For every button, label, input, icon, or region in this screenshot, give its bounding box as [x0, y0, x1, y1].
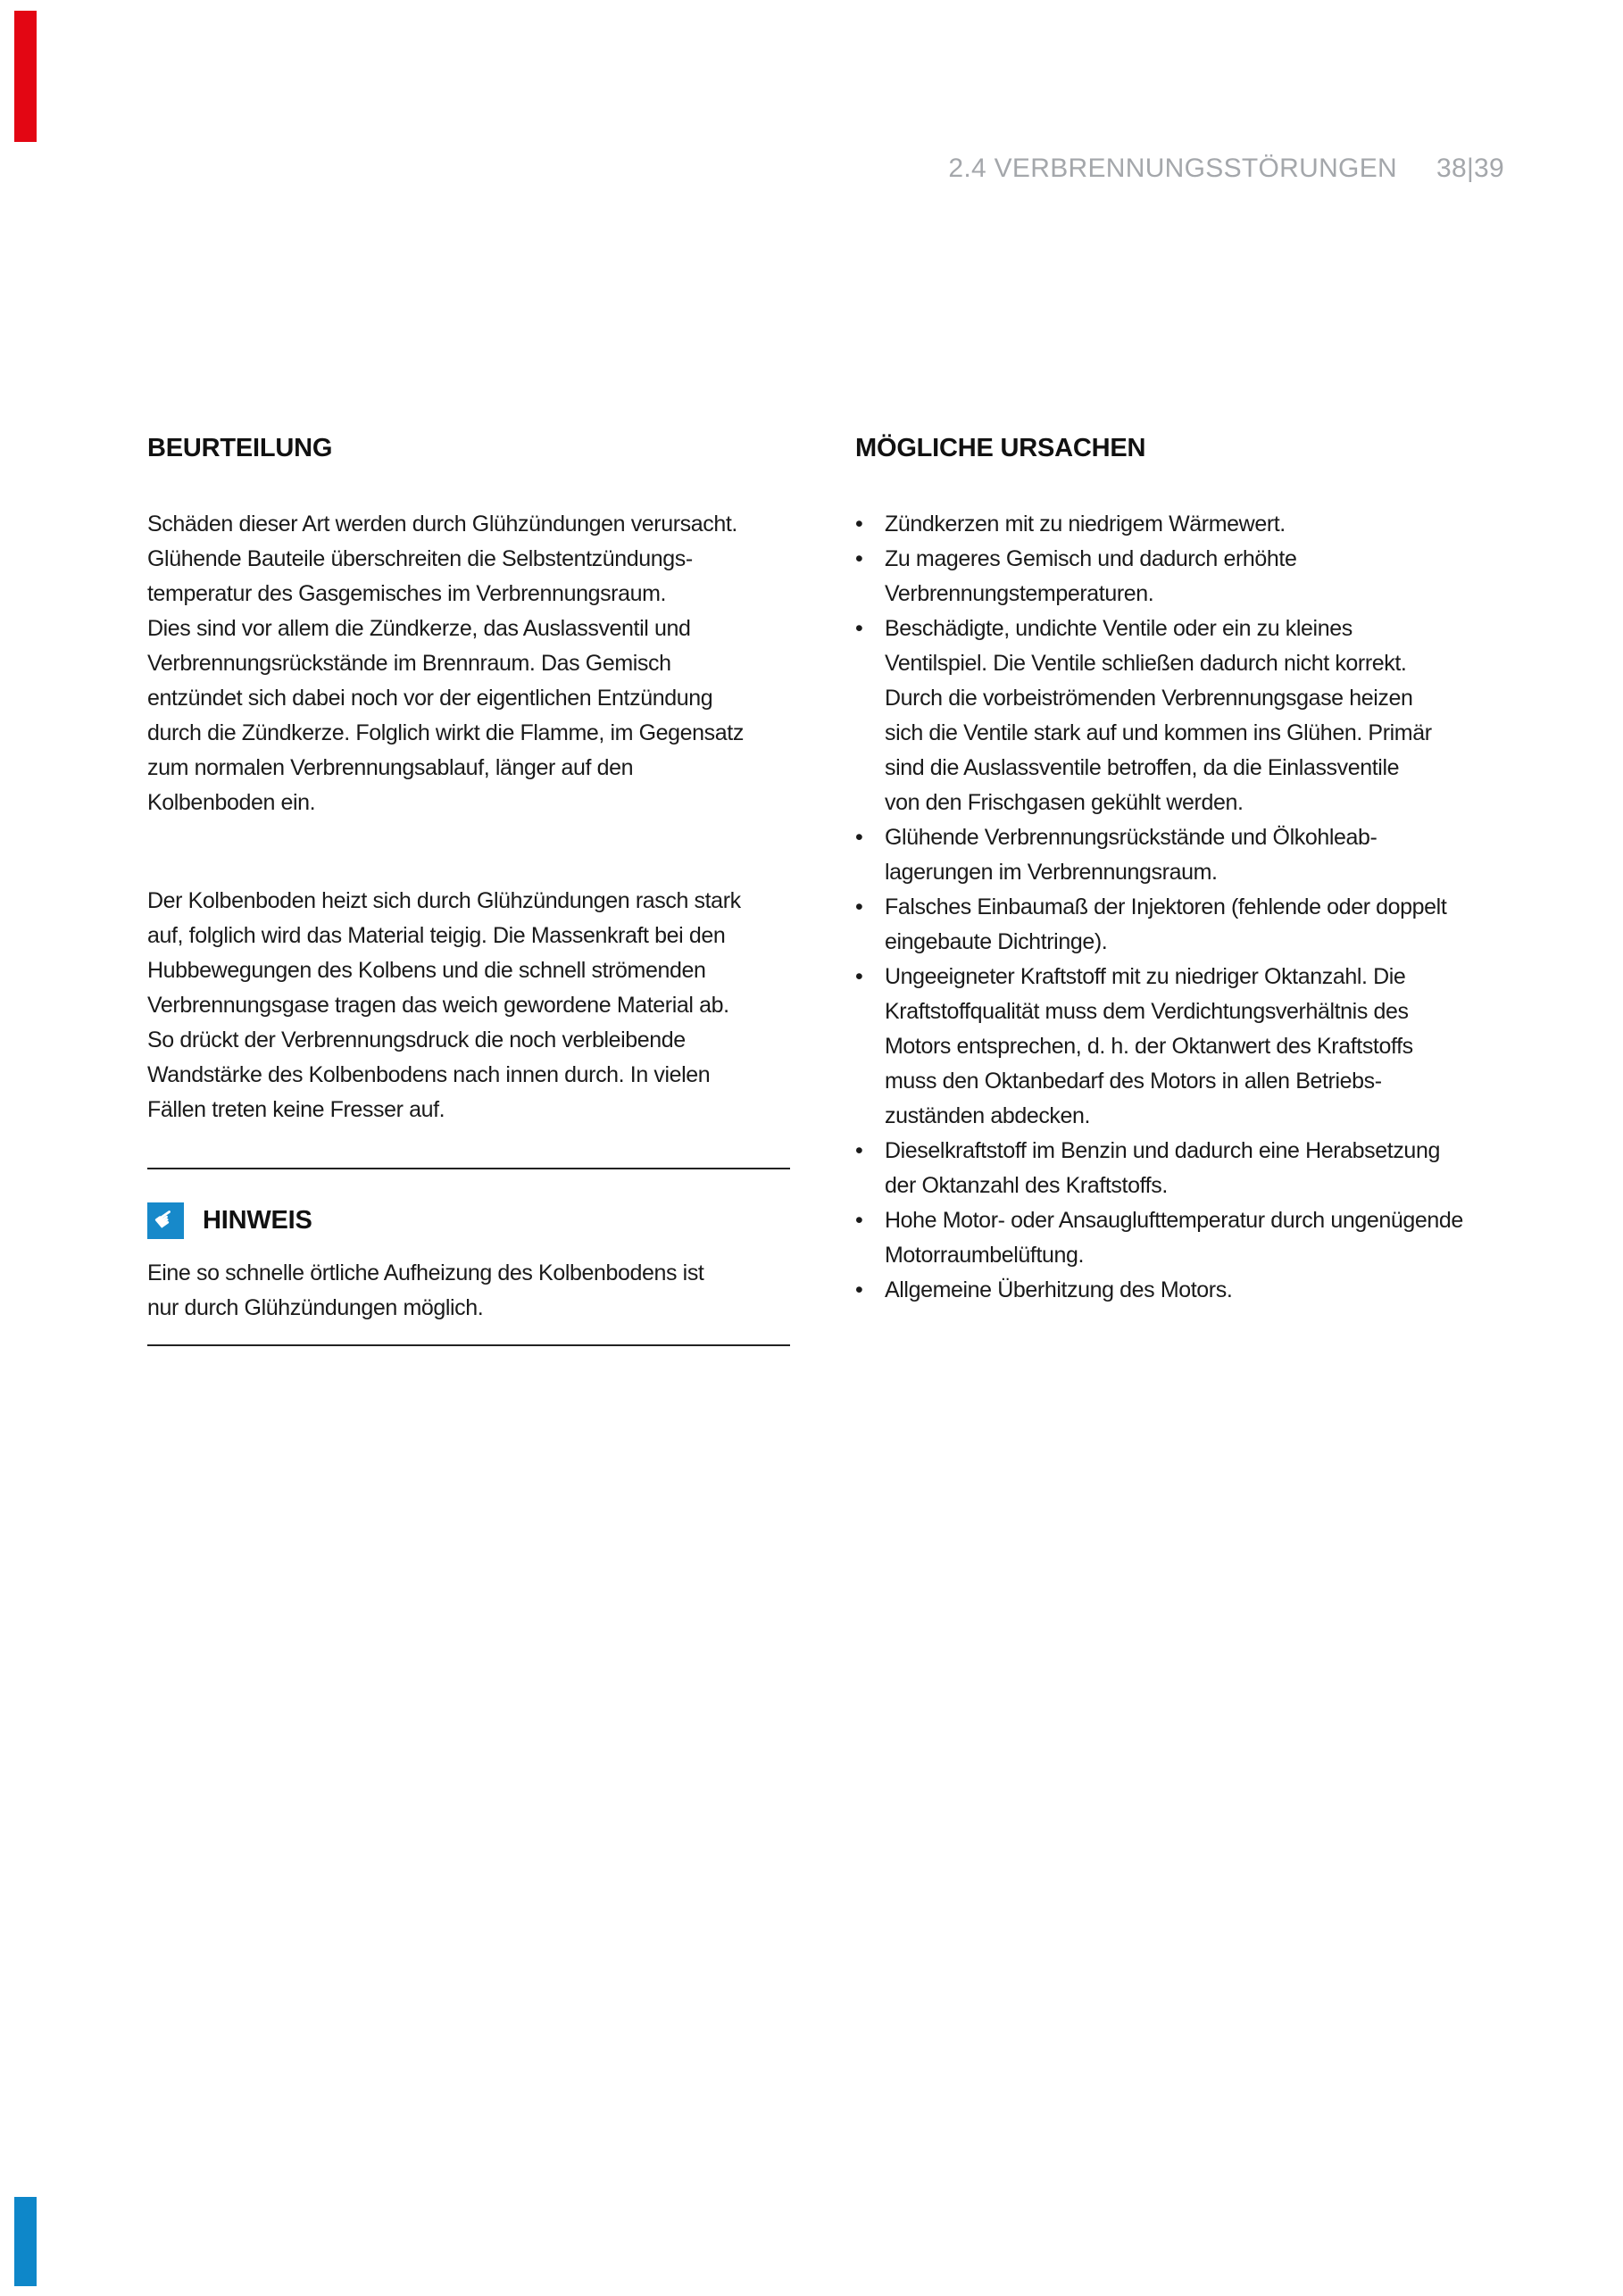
text-line: der Oktanzahl des Kraftstoffs. [885, 1173, 1168, 1198]
bullet-marker: • [855, 894, 863, 919]
text-line: Motors entsprechen, d. h. der Oktanwert des Kraftstoffs [885, 1034, 1413, 1059]
bullet-item [855, 890, 1463, 960]
pointing-hand-glyph: ☛ [148, 1202, 183, 1237]
text-line: sind die Auslassventile betroffen, da die Einlassventile [885, 755, 1400, 780]
text-line: Der Kolbenboden heizt sich durch Glühzündungen rasch stark [147, 888, 741, 913]
bullet-marker: • [855, 825, 863, 850]
text-line: lagerungen im Verbrennungsraum. [885, 860, 1218, 885]
bullet-item [855, 507, 1463, 542]
text-line: Motorraumbelüftung. [885, 1243, 1085, 1268]
bullet-item [855, 1203, 1463, 1273]
bullet-item [855, 611, 1463, 820]
left-column-heading: BEURTEILUNG [147, 434, 333, 462]
text-line: Dieselkraftstoff im Benzin und dadurch eine Herabsetzung [885, 1138, 1440, 1163]
right-column-heading: MÖGLICHE URSACHEN [855, 434, 1146, 462]
note-rule-bottom [147, 1344, 790, 1346]
text-line: Zündkerzen mit zu niedrigem Wärmewert. [885, 512, 1286, 537]
text-line: von den Frischgasen gekühlt werden. [885, 790, 1244, 815]
left-paragraphs [147, 507, 744, 1191]
text-line: Dies sind vor allem die Zündkerze, das Auslassventil und [147, 616, 691, 641]
text-line: Glühende Verbrennungsrückstände und Ölkohleab- [885, 825, 1377, 850]
bullet-item [855, 542, 1463, 611]
bullet-marker: • [855, 546, 863, 571]
text-line: Verbrennungstemperaturen. [885, 581, 1154, 606]
bullet-marker: • [855, 1138, 863, 1163]
bullet-marker: • [855, 512, 863, 537]
note-body [147, 1256, 790, 1326]
chapter-tab-red [14, 11, 37, 142]
text-line: Schäden dieser Art werden durch Glühzündungen verursacht. [147, 512, 737, 537]
bullet-marker: • [855, 1208, 863, 1233]
pointing-hand-icon [147, 1202, 184, 1239]
text-line: Kolbenboden ein. [147, 790, 316, 815]
text-line: Eine so schnelle örtliche Aufheizung des Kolbenbodens ist [147, 1260, 704, 1285]
bullet-item [855, 1273, 1463, 1308]
paragraph [147, 884, 744, 1127]
text-line: zuständen abdecken. [885, 1103, 1091, 1128]
text-line: temperatur des Gasgemisches im Verbrennungsraum. [147, 581, 667, 606]
note-block [147, 1168, 790, 1346]
bullet-marker: • [855, 616, 863, 641]
page-numbers: 38|39 [1436, 154, 1504, 183]
text-line: Durch die vorbeiströmenden Verbrennungsgase heizen [885, 686, 1413, 711]
text-line: Wandstärke des Kolbenbodens nach innen durch. In vielen [147, 1062, 711, 1087]
bullet-item [855, 960, 1463, 1134]
text-line: Ventilspiel. Die Ventile schließen dadurch nicht korrekt. [885, 651, 1407, 676]
text-line: Beschädigte, undichte Ventile oder ein zu kleines [885, 616, 1352, 641]
text-line: muss den Oktanbedarf des Motors in allen Betriebs- [885, 1069, 1382, 1094]
text-line: Verbrennungsrückstände im Brennraum. Das Gemisch [147, 651, 671, 676]
text-line: nur durch Glühzündungen möglich. [147, 1295, 484, 1320]
brand-tab-blue [14, 2197, 37, 2286]
text-line: Allgemeine Überhitzung des Motors. [885, 1277, 1233, 1302]
text-line: entzündet sich dabei noch vor der eigentlichen Entzündung [147, 686, 713, 711]
bullet-marker: • [855, 1277, 863, 1302]
text-line: Hubbewegungen des Kolbens und die schnell strömenden [147, 958, 706, 983]
paragraph [147, 507, 744, 820]
text-line: sich die Ventile stark auf und kommen ins Glühen. Primär [885, 720, 1432, 745]
causes-bullet-list [855, 507, 1463, 1308]
text-line: eingebaute Dichtringe). [885, 929, 1108, 954]
text-line: Fällen treten keine Fresser auf. [147, 1097, 445, 1122]
text-line: Zu mageres Gemisch und dadurch erhöhte [885, 546, 1297, 571]
text-line: auf, folglich wird das Material teigig. Die Massenkraft bei den [147, 923, 726, 948]
note-header [147, 1202, 790, 1239]
section-title: 2.4 VERBRENNUNGSSTÖRUNGEN [948, 154, 1397, 183]
bullet-marker: • [855, 964, 863, 989]
text-line: So drückt der Verbrennungsdruck die noch verbleibende [147, 1027, 686, 1052]
text-line: Hohe Motor- oder Ansauglufttemperatur durch ungenügende [885, 1208, 1463, 1233]
running-header [948, 154, 1504, 184]
text-line: Falsches Einbaumaß der Injektoren (fehlende oder doppelt [885, 894, 1447, 919]
text-line: Verbrennungsgase tragen das weich gewordene Material ab. [147, 993, 729, 1018]
note-rule-top [147, 1168, 790, 1169]
text-line: durch die Zündkerze. Folglich wirkt die Flamme, im Gegensatz [147, 720, 744, 745]
text-line: Ungeeigneter Kraftstoff mit zu niedriger Oktanzahl. Die [885, 964, 1406, 989]
text-line: Kraftstoffqualität muss dem Verdichtungsverhältnis des [885, 999, 1409, 1024]
text-line: Glühende Bauteile überschreiten die Selbstentzündungs- [147, 546, 693, 571]
bullet-item [855, 1134, 1463, 1203]
note-title: HINWEIS [203, 1206, 312, 1235]
bullet-item [855, 820, 1463, 890]
text-line: zum normalen Verbrennungsablauf, länger auf den [147, 755, 634, 780]
